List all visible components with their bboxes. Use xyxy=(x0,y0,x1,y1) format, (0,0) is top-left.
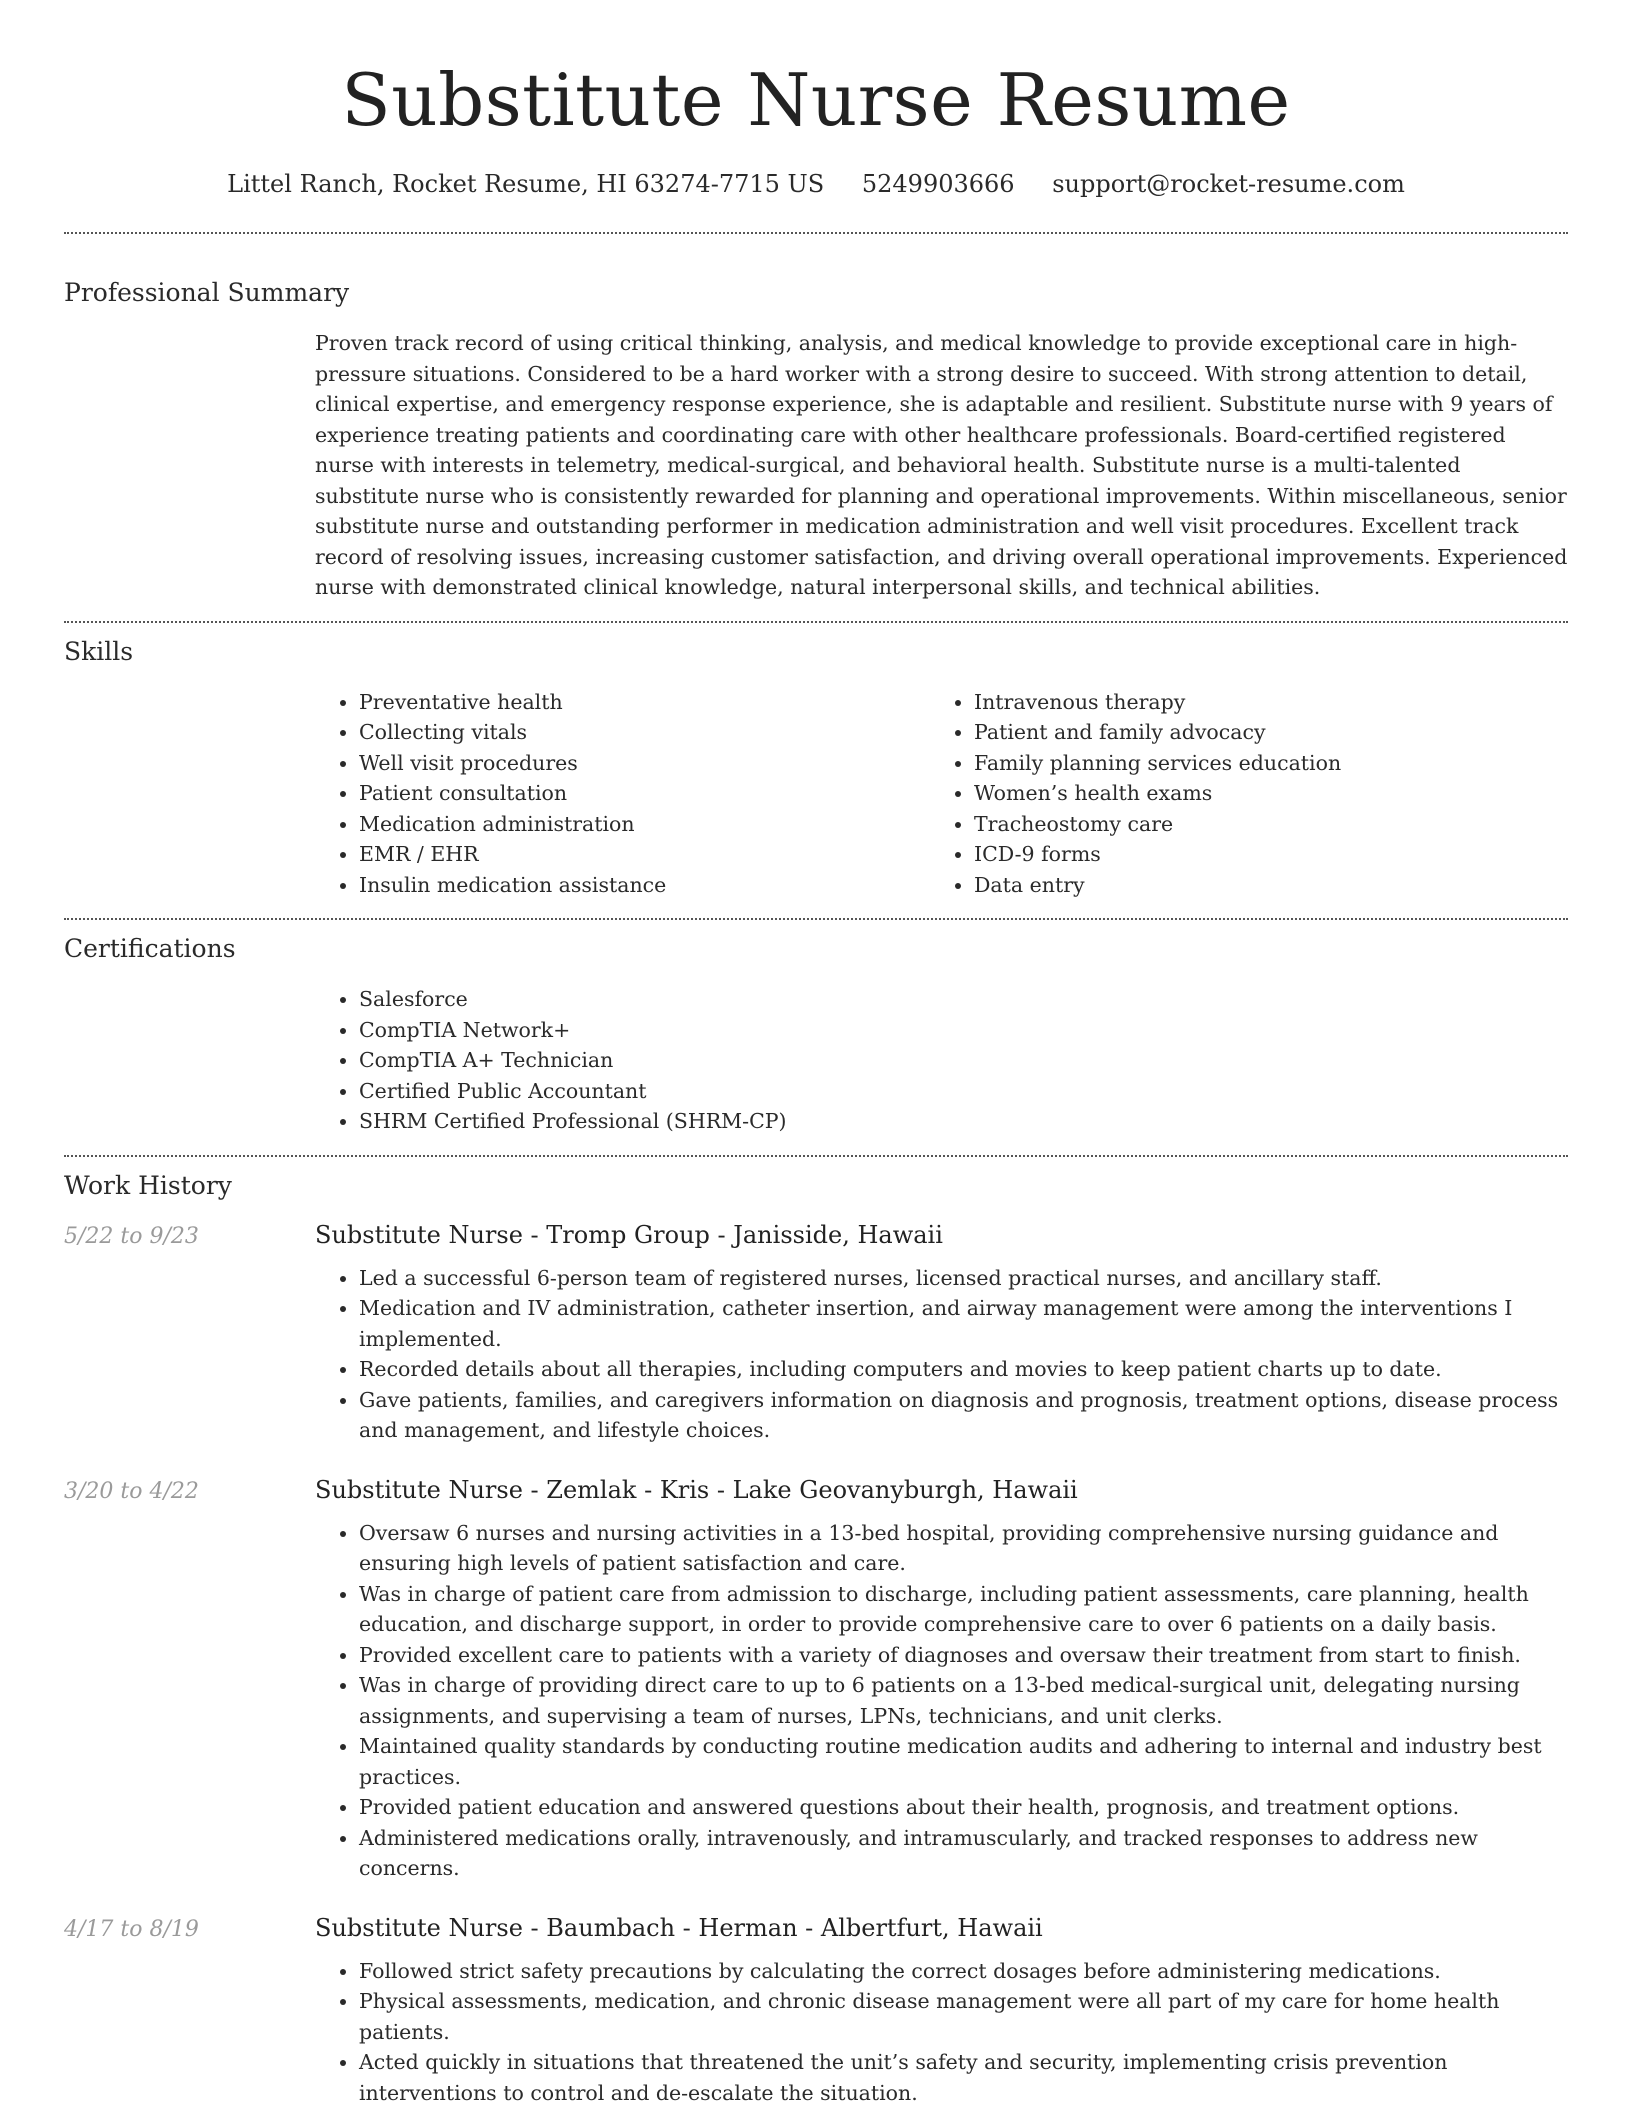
skill-item: • EMR / EHR xyxy=(359,839,930,870)
job-header xyxy=(64,1476,1568,1504)
job-bullet: • Was in charge of providing direct care to up to 6 patients on a 13-bed medical-surgical unit, delegating nursing assignments, and supervising a team of nurses, LPNs, technicians, and unit clerks. xyxy=(359,1670,1568,1731)
certification-item: • CompTIA A+ Technician xyxy=(359,1045,1568,1076)
job-bullet: • Provided patient education and answered questions about their health, prognosis, and treatment options. xyxy=(359,1792,1568,1823)
job-header xyxy=(64,1914,1568,1942)
job-bullet: • Maintained quality standards by conducting routine medication audits and adhering to internal and industry best practices. xyxy=(359,1731,1568,1792)
job-dates: 5/22 to 9/23 xyxy=(64,1223,199,1249)
job-title: Substitute Nurse - Baumbach - Herman - Albertfurt, Hawaii xyxy=(315,1913,1043,1942)
skills-heading: Skills xyxy=(64,636,134,666)
job-bullet: • Was in charge of patient care from admission to discharge, including patient assessments, care planning, health education, and discharge support, in order to provide comprehensive care to over 6 patients on a daily basis. xyxy=(359,1579,1568,1640)
resume-header xyxy=(64,0,1568,200)
skill-item: • Intravenous therapy xyxy=(974,687,1545,718)
certification-item: • Salesforce xyxy=(359,984,1568,1015)
job-bullet: • Administered medications orally, intravenously, and intramuscularly, and tracked responses to address new concerns. xyxy=(359,1823,1568,1884)
job-bullet: • Physical assessments, medication, and chronic disease management were all part of my care for home health patients. xyxy=(359,1986,1568,2047)
section-divider xyxy=(64,918,1568,920)
job-details xyxy=(315,1956,1568,2109)
skill-item: • Patient consultation xyxy=(359,778,930,809)
job-bullet: • Acted quickly in situations that threatened the unit’s safety and security, implementing crisis prevention interventions to control and de-escalate the situation. xyxy=(359,2047,1568,2108)
skills-list-right xyxy=(930,687,1545,901)
skill-item: • Women’s health exams xyxy=(974,778,1545,809)
skill-item: • Data entry xyxy=(974,870,1545,901)
skills-grid xyxy=(315,687,1568,901)
work-history-section xyxy=(64,1169,1568,2109)
job-bullets xyxy=(315,1518,1568,1884)
skill-item: • Well visit procedures xyxy=(359,748,930,779)
job-header xyxy=(64,1221,1568,1249)
job-entry xyxy=(64,1221,1568,1446)
certifications-section xyxy=(64,932,1568,1137)
certifications-content xyxy=(315,984,1568,1137)
resume-title: Substitute Nurse Resume xyxy=(341,58,1291,142)
job-bullets xyxy=(315,1956,1568,2109)
job-dates: 4/17 to 8/19 xyxy=(64,1916,199,1942)
certifications-list xyxy=(315,984,1568,1137)
summary-text: Proven track record of using critical thinking, analysis, and medical knowledge to provide exceptional care in high-pressure situations. Considered to be a hard worker with a strong desire to succeed. With strong attention to detail, clinical expertise, and emergency response experience, she is adaptable and resilient. Substitute nurse with 9 years of experience treating patients and coordinating care with other healthcare professionals. Board-certified registered nurse with interests in telemetry, medical-surgical, and behavioral health. Substitute nurse is a multi-talented substitute nurse who is consistently rewarded for planning and operational improvements. Within miscellaneous, senior substitute nurse and outstanding performer in medication administration and well visit procedures. Excellent track record of resolving issues, increasing customer satisfaction, and driving overall operational improvements. Experienced nurse with demonstrated clinical knowledge, natural interpersonal skills, and technical abilities. xyxy=(315,331,1568,599)
job-entry xyxy=(64,1476,1568,1884)
job-details xyxy=(315,1263,1568,1446)
certification-item: • CompTIA Network+ xyxy=(359,1015,1568,1046)
job-bullet: • Recorded details about all therapies, including computers and movies to keep patient charts up to date. xyxy=(359,1354,1568,1385)
skills-section xyxy=(64,635,1568,901)
job-dates: 3/20 to 4/22 xyxy=(64,1478,199,1504)
job-bullet: • Gave patients, families, and caregivers information on diagnosis and prognosis, treatment options, disease process and management, and lifestyle choices. xyxy=(359,1385,1568,1446)
job-title: Substitute Nurse - Tromp Group - Janisside, Hawaii xyxy=(315,1220,943,1249)
job-title: Substitute Nurse - Zemlak - Kris - Lake Geovanyburgh, Hawaii xyxy=(315,1475,1078,1504)
work-history-heading: Work History xyxy=(64,1170,232,1200)
skill-item: • Patient and family advocacy xyxy=(974,717,1545,748)
summary-section xyxy=(64,276,1568,603)
contact-phone: 5249903666 xyxy=(861,170,1015,198)
summary-content xyxy=(315,328,1568,603)
skill-item: • Preventative health xyxy=(359,687,930,718)
section-divider xyxy=(64,621,1568,623)
contact-address: Littel Ranch, Rocket Resume, HI 63274-7715 US xyxy=(227,170,825,198)
job-bullet: • Medication and IV administration, catheter insertion, and airway management were among the interventions I implemented. xyxy=(359,1293,1568,1354)
certification-item: • Certified Public Accountant xyxy=(359,1076,1568,1107)
contact-line xyxy=(64,168,1568,200)
job-entry xyxy=(64,1914,1568,2109)
skill-item: • Collecting vitals xyxy=(359,717,930,748)
certifications-heading: Certifications xyxy=(64,934,236,963)
header-divider xyxy=(64,232,1568,234)
skill-item: • Medication administration xyxy=(359,809,930,840)
job-bullet: • Provided excellent care to patients with a variety of diagnoses and oversaw their treatment from start to finish. xyxy=(359,1640,1568,1671)
skills-list-left xyxy=(315,687,930,901)
job-bullet: • Oversaw 6 nurses and nursing activities in a 13-bed hospital, providing comprehensive nursing guidance and ensuring high levels of patient satisfaction and care. xyxy=(359,1518,1568,1579)
summary-heading: Professional Summary xyxy=(64,278,350,307)
skill-item: • ICD-9 forms xyxy=(974,839,1545,870)
job-bullet: • Followed strict safety precautions by calculating the correct dosages before administering medications. xyxy=(359,1956,1568,1987)
skill-item: • Insulin medication assistance xyxy=(359,870,930,901)
job-details xyxy=(315,1518,1568,1884)
job-bullets xyxy=(315,1263,1568,1446)
job-bullet: • Led a successful 6-person team of registered nurses, licensed practical nurses, and ancillary staff. xyxy=(359,1263,1568,1294)
certification-item: • SHRM Certified Professional (SHRM-CP) xyxy=(359,1106,1568,1137)
section-divider xyxy=(64,1155,1568,1157)
skill-item: • Tracheostomy care xyxy=(974,809,1545,840)
skill-item: • Family planning services education xyxy=(974,748,1545,779)
contact-email: support@rocket-resume.com xyxy=(1052,170,1405,198)
